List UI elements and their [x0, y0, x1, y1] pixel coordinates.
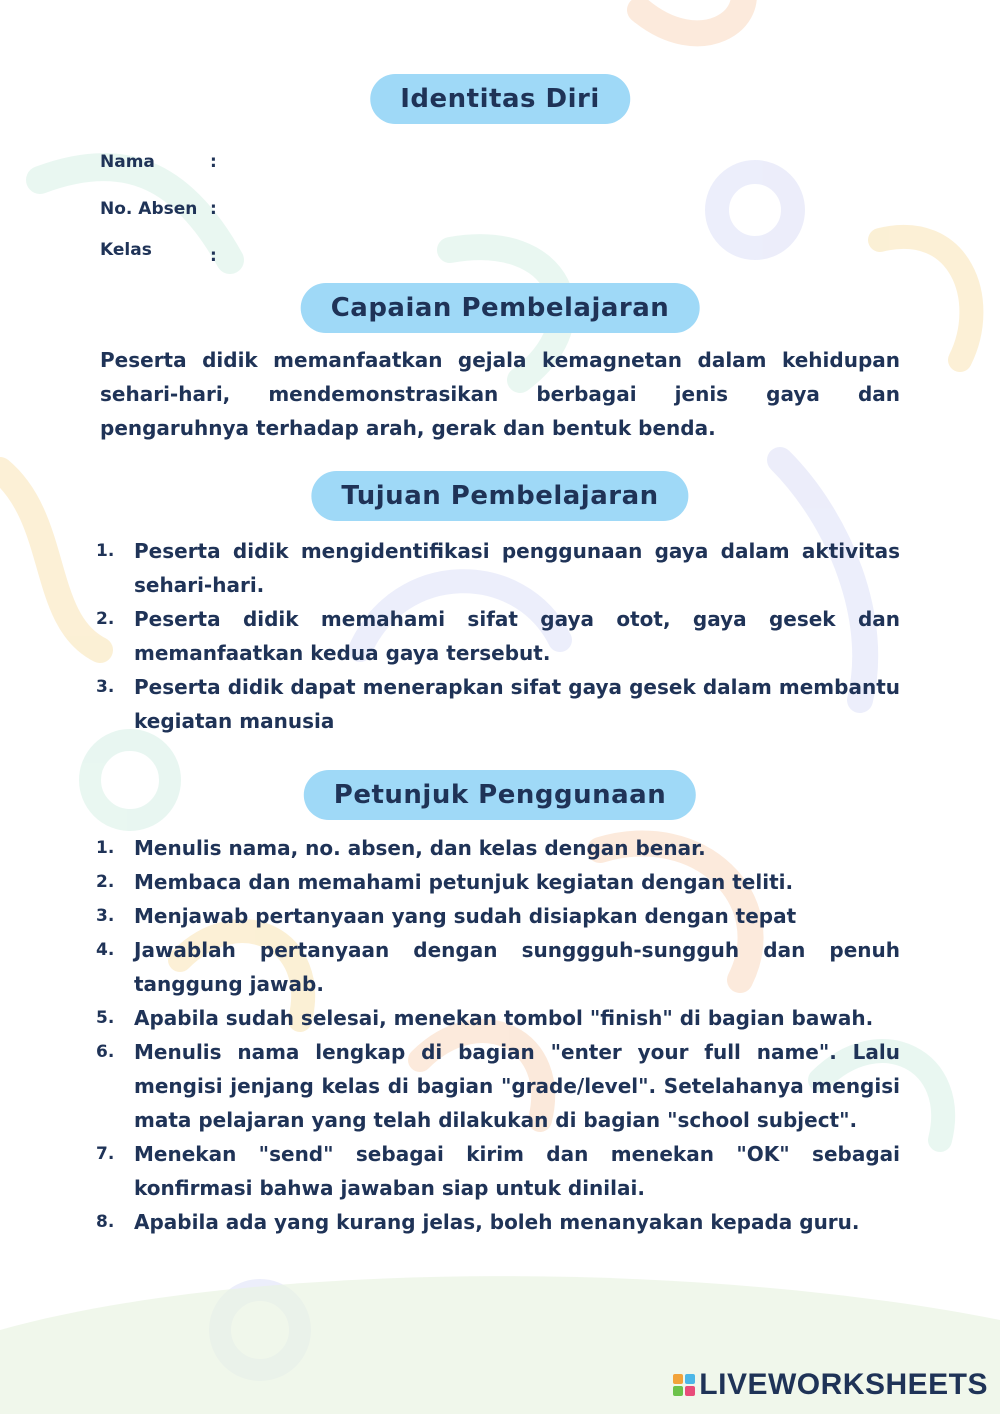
item-text: Menekan "send" sebagai kirim dan menekan "OK" sebagai konfirmasi bahwa jawaban siap untuk dinilai.: [134, 1142, 900, 1200]
field-colon: :: [210, 246, 217, 266]
field-colon: :: [210, 199, 217, 219]
item-number: 7.: [96, 1144, 115, 1164]
logo-text: LIVEWORKSHEETS: [699, 1368, 988, 1401]
list-item: [96, 602, 900, 670]
item-text: Peserta didik mengidentifikasi penggunaan gaya dalam aktivitas sehari-hari.: [134, 539, 900, 597]
list-item: [96, 670, 900, 738]
field-label: No. Absen: [100, 199, 198, 219]
field-label: Kelas: [100, 240, 152, 260]
item-number: 4.: [96, 940, 115, 960]
list-item: [96, 899, 900, 933]
tujuan-list: [96, 534, 900, 738]
item-text: Peserta didik memahami sifat gaya otot, gaya gesek dan memanfaatkan kedua gaya tersebut.: [134, 607, 900, 665]
list-item: [96, 1205, 900, 1239]
logo-icon: [673, 1374, 695, 1396]
field-colon: :: [210, 152, 217, 172]
petunjuk-title: Petunjuk Penggunaan: [304, 770, 696, 820]
list-item: [96, 1001, 900, 1035]
capaian-text: Peserta didik memanfaatkan gejala kemagnetan dalam kehidupan sehari-hari, mendemonstrasikan berbagai jenis gaya dan pengaruhnya terhadap arah, gerak dan bentuk benda.: [100, 348, 900, 440]
item-number: 2.: [96, 872, 115, 892]
list-item: [96, 831, 900, 865]
tujuan-title: Tujuan Pembelajaran: [311, 471, 688, 521]
item-number: 1.: [96, 541, 115, 561]
list-item: [96, 1137, 900, 1205]
item-number: 1.: [96, 838, 115, 858]
item-text: Menulis nama lengkap di bagian "enter your full name". Lalu mengisi jenjang kelas di bagian "grade/level". Setelahanya mengisi mata pelajaran yang telah dilakukan di bagian "school subject".: [134, 1040, 900, 1132]
list-item: [96, 534, 900, 602]
item-number: 6.: [96, 1042, 115, 1062]
identity-field-kelas: [100, 240, 217, 266]
item-text: Menulis nama, no. absen, dan kelas dengan benar.: [134, 836, 706, 860]
item-text: Membaca dan memahami petunjuk kegiatan dengan teliti.: [134, 870, 794, 894]
liveworksheets-logo: [673, 1368, 988, 1402]
field-label: Nama: [100, 152, 155, 172]
list-item: [96, 933, 900, 1001]
list-item: [96, 1035, 900, 1137]
item-number: 3.: [96, 677, 115, 697]
item-text: Jawablah pertanyaan dengan sunggguh-sungguh dan penuh tanggung jawab.: [134, 938, 900, 996]
item-number: 5.: [96, 1008, 115, 1028]
identity-field-absen: [100, 199, 217, 219]
item-text: Apabila ada yang kurang jelas, boleh menanyakan kepada guru.: [134, 1210, 860, 1234]
identity-title: Identitas Diri: [370, 74, 630, 124]
list-item: [96, 865, 900, 899]
item-number: 8.: [96, 1212, 115, 1232]
item-text: Menjawab pertanyaan yang sudah disiapkan dengan tepat: [134, 904, 797, 928]
petunjuk-list: [96, 831, 900, 1239]
item-number: 2.: [96, 609, 115, 629]
identity-field-nama: [100, 152, 217, 172]
capaian-title: Capaian Pembelajaran: [301, 283, 700, 333]
item-text: Apabila sudah selesai, menekan tombol "finish" di bagian bawah.: [134, 1006, 874, 1030]
item-text: Peserta didik dapat menerapkan sifat gaya gesek dalam membantu kegiatan manusia: [134, 675, 900, 733]
item-number: 3.: [96, 906, 115, 926]
